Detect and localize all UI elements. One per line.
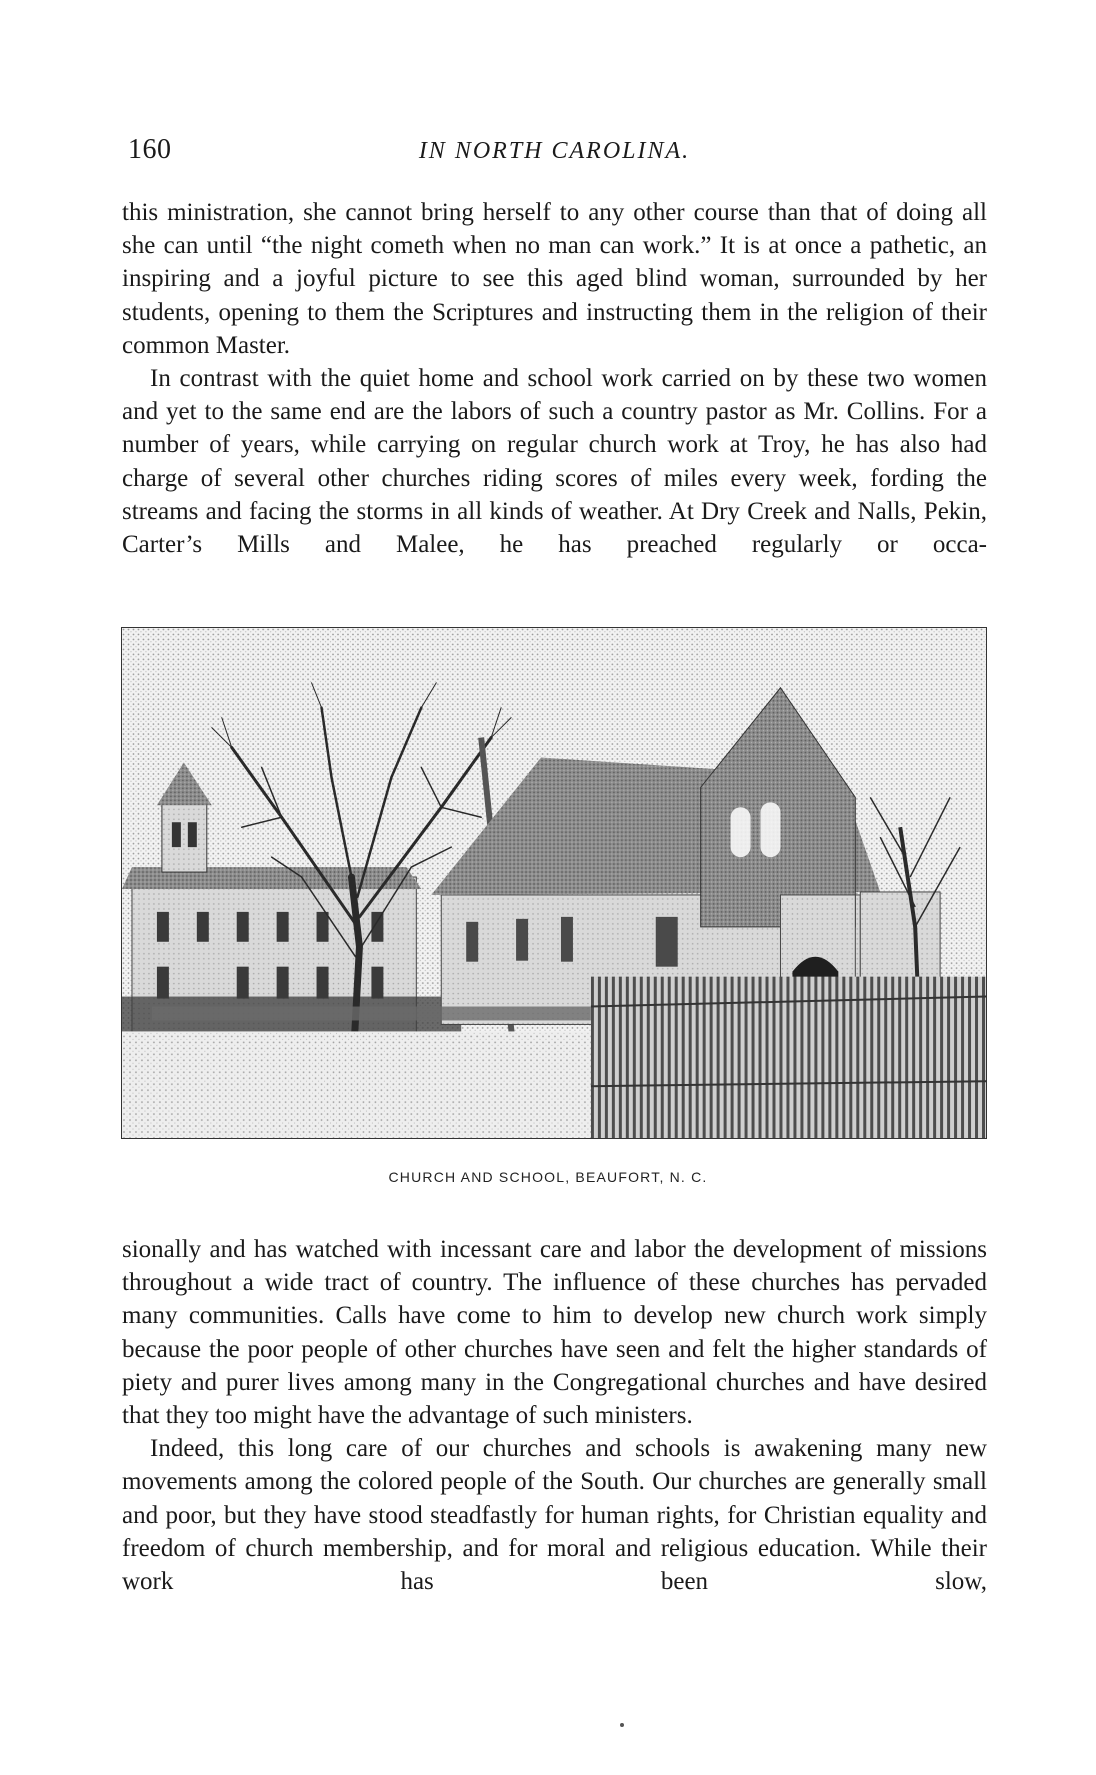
text-block-top — [122, 196, 987, 561]
running-title: IN NORTH CAROLINA. — [418, 138, 691, 164]
figure-caption: CHURCH AND SCHOOL, BEAUFORT, N. C. — [388, 1169, 708, 1185]
paragraph-continued-bottom: sionally and has watched with incessant care and labor the development of missions throughout a wide tract of country. The influence of these churches has pervaded many communities. Calls have come to him to develop new church work simply because the poor people of other churches have seen and felt the higher standards of piety and purer lives among many in the Congregational churches and have desired that they too might have the advantage of such ministers. — [122, 1236, 987, 1430]
print-speck — [620, 1723, 624, 1727]
fence-left — [152, 1007, 591, 1021]
figure — [121, 627, 987, 1146]
church-and-school-illustration — [122, 628, 986, 1138]
text-block-bottom — [122, 1233, 987, 1598]
paragraph-continued: this ministration, she cannot bring herself to any other course than that of doing all she can until “the night cometh when no man can work.” It is at once a pathetic, an inspiring and a joyful picture to see this aged blind woman, surrounded by her students, opening to them the Scriptures and instructing them in the religion of their common Master. — [122, 199, 987, 359]
paragraph-collins: In contrast with the quiet home and school work carried on by these two women and yet to the same end are the labors of such a country pastor as Mr. Collins. For a number of years, while carrying on regular church work at Troy, he has also had charge of several other churches riding scores of miles every week, fording the streams and facing the storms in all kinds of weather. At Dry Creek and Nalls, Pekin, Carter’s Mills and Malee, he has preached regularly or occa- — [122, 365, 987, 559]
paragraph-indeed: Indeed, this long care of our churches and schools is awakening many new movements among the colored people of the South. Our churches are generally small and poor, but they have stood steadfastly for human rights, for Christian equality and freedom of church membership, and for moral and religious education. While their work has been slow, — [122, 1435, 987, 1596]
page-number: 160 — [128, 134, 172, 165]
halftone-photograph — [121, 627, 987, 1139]
running-head — [122, 132, 987, 172]
